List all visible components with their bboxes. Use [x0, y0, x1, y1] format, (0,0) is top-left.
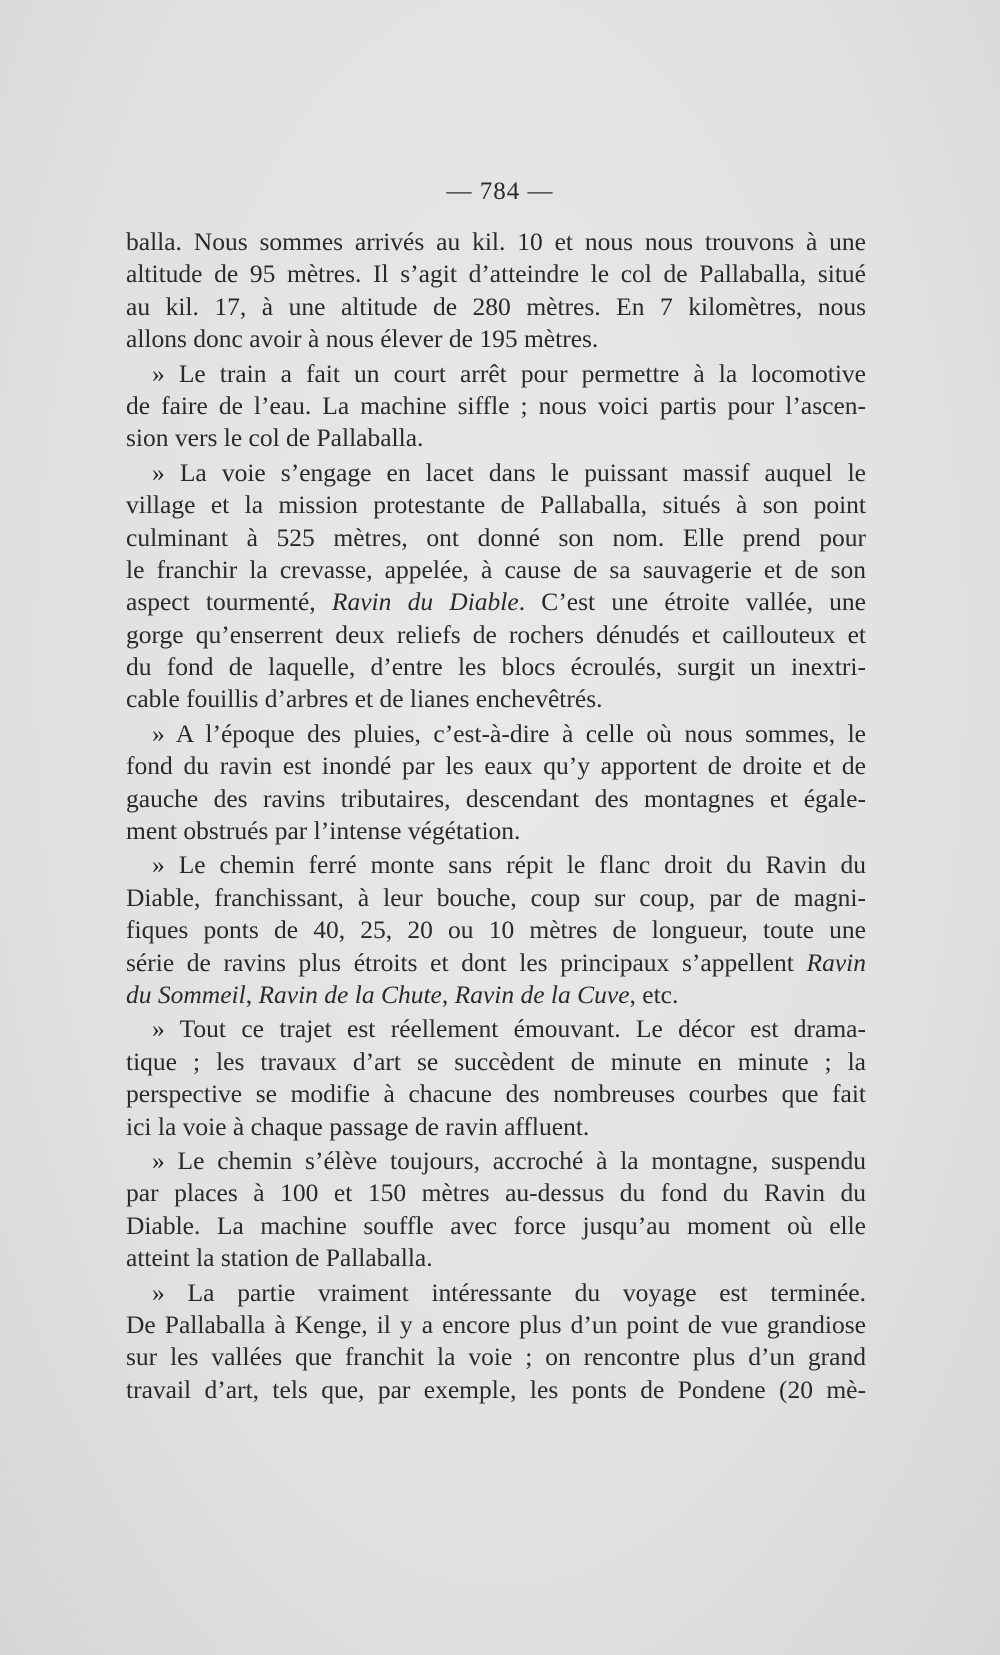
- text-line: le franchir la crevasse, appelée, à cause de sa sauvagerie et de son: [126, 554, 866, 584]
- text-line: aspect tourmenté, Ravin du Diable. C’est une étroite vallée, une: [126, 587, 866, 617]
- text-line: du Sommeil, Ravin de la Chute, Ravin de la Cuve, etc.: [126, 979, 679, 1009]
- text-line: » A l’époque des pluies, c’est-à-dire à celle où nous sommes, le: [152, 718, 866, 748]
- text-line: village et la mission protestante de Pallaballa, situés à son point: [126, 490, 866, 520]
- text-line: altitude de 95 mètres. Il s’agit d’atteindre le col de Pallaballa, situé: [126, 259, 866, 289]
- italic-text: Ravin de la Cuve: [454, 979, 630, 1009]
- text-line: sur les vallées que franchit la voie ; on rencontre plus d’un grand: [126, 1342, 866, 1372]
- paragraph: [126, 358, 866, 455]
- text-line: ici la voie à chaque passage de ravin affluent.: [126, 1111, 590, 1141]
- text-line: par places à 100 et 150 mètres au-dessus du fond du Ravin du: [126, 1178, 866, 1208]
- text-line: » Le train a fait un court arrêt pour permettre à la locomotive: [152, 358, 866, 388]
- page-number: — 784 —: [446, 178, 554, 205]
- text-line: travail d’art, tels que, par exemple, les ponts de Pondene (20 mè-: [126, 1374, 866, 1404]
- text-line: » La voie s’engage en lacet dans le puissant massif auquel le: [152, 457, 866, 487]
- text-line: balla. Nous sommes arrivés au kil. 10 et nous nous trouvons à une: [126, 227, 866, 256]
- paragraph: [126, 457, 866, 716]
- paragraph: [126, 718, 866, 848]
- text-line: gauche des ravins tributaires, descendant des montagnes et égale-: [126, 783, 866, 813]
- body-text: [126, 226, 866, 1406]
- text-line: culminant à 525 mètres, ont donné son nom. Elle prend pour: [126, 522, 866, 552]
- text-line: du fond de laquelle, d’entre les blocs écroulés, surgit un inextri-: [126, 652, 866, 682]
- text-line: Diable. La machine souffle avec force jusqu’au moment où elle: [126, 1210, 866, 1240]
- paragraph: [126, 1013, 866, 1143]
- text-line: » La partie vraiment intéressante du voyage est terminée.: [152, 1277, 866, 1307]
- paragraph: [126, 1277, 866, 1407]
- text-line: fiques ponts de 40, 25, 20 ou 10 mètres de longueur, toute une: [126, 915, 866, 945]
- text-line: au kil. 17, à une altitude de 280 mètres. En 7 kilomètres, nous: [126, 291, 866, 321]
- italic-text: Ravin du Diable: [331, 587, 519, 617]
- text-line: sion vers le col de Pallaballa.: [126, 423, 424, 453]
- text-line: De Pallaballa à Kenge, il y a encore plus d’un point de vue grandiose: [126, 1309, 866, 1339]
- text-line: » Le chemin s’élève toujours, accroché à la montagne, suspendu: [152, 1145, 866, 1175]
- text-line: série de ravins plus étroits et dont les principaux s’appellent Ravin: [126, 947, 866, 977]
- text-line: » Le chemin ferré monte sans répit le flanc droit du Ravin du: [152, 850, 866, 880]
- text-line: » Tout ce trajet est réellement émouvant. Le décor est drama-: [152, 1014, 866, 1044]
- text-line: fond du ravin est inondé par les eaux qu’y apportent de droite et de: [126, 751, 866, 781]
- text-line: Diable, franchissant, à leur bouche, coup sur coup, par de magni-: [126, 882, 866, 912]
- paragraph: [126, 1145, 866, 1275]
- italic-text: Ravin: [806, 947, 866, 977]
- text-line: perspective se modifie à chacune des nombreuses courbes que fait: [126, 1079, 866, 1109]
- text-line: cable fouillis d’arbres et de lianes enchevêtrés.: [126, 684, 603, 714]
- text-line: allons donc avoir à nous élever de 195 mètres.: [126, 324, 599, 354]
- paragraph: [126, 226, 866, 356]
- text-line: ment obstrués par l’intense végétation.: [126, 816, 521, 846]
- paragraph: [126, 849, 866, 1011]
- italic-text: du Sommeil: [126, 979, 246, 1009]
- text-line: gorge qu’enserrent deux reliefs de rochers dénudés et caillouteux et: [126, 619, 866, 649]
- text-line: de faire de l’eau. La machine siffle ; nous voici partis pour l’ascen-: [126, 390, 866, 420]
- italic-text: Ravin de la Chute: [258, 979, 442, 1009]
- text-line: tique ; les travaux d’art se succèdent de minute en minute ; la: [126, 1046, 866, 1076]
- text-line: atteint la station de Pallaballa.: [126, 1243, 433, 1273]
